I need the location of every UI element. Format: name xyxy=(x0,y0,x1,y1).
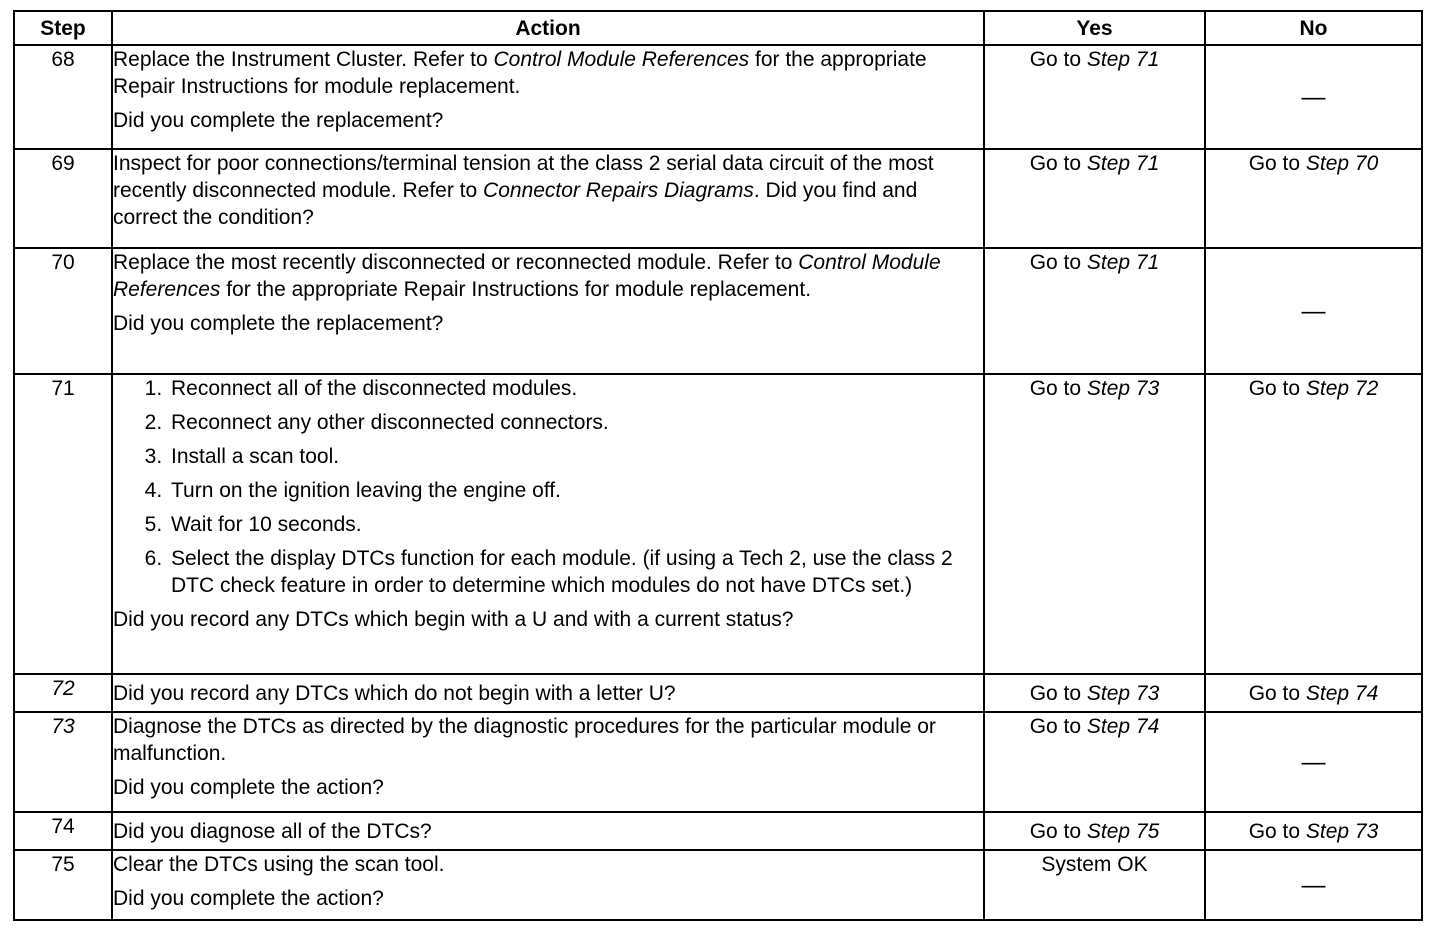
step-number: 73 xyxy=(14,712,112,812)
no-cell: — xyxy=(1205,712,1422,812)
step-reference: Step 71 xyxy=(1086,48,1160,71)
step-reference: Step 75 xyxy=(1086,819,1160,843)
no-cell: Go to Step 72 xyxy=(1205,374,1422,674)
step-reference: Step 73 xyxy=(1086,681,1160,705)
step-reference: Step 73 xyxy=(1086,377,1160,400)
header-yes: Yes xyxy=(984,11,1205,45)
yes-cell: Go to Step 71 xyxy=(984,45,1205,149)
table-row xyxy=(14,149,1422,248)
table-row xyxy=(14,674,1422,712)
reference-link: Control Module References xyxy=(493,48,750,71)
yes-cell: Go to Step 75 xyxy=(984,812,1205,850)
action-cell xyxy=(112,149,984,248)
action-question: Did you complete the action? xyxy=(113,776,384,799)
action-question: Did you record any DTCs which do not begin with a letter U? xyxy=(112,674,984,712)
header-row xyxy=(14,11,1422,45)
step-number: 68 xyxy=(14,45,112,149)
step-reference: Step 71 xyxy=(1086,152,1160,175)
reference-link: Control Module References xyxy=(113,251,941,301)
table-row xyxy=(14,850,1422,920)
header-action: Action xyxy=(112,11,984,45)
action-text: Inspect for poor connections/terminal tension at the class 2 serial data circuit of the most recently disconnected module. Refer to Connector Repairs Diagrams. Did you find and correct the condition? xyxy=(113,152,934,229)
no-cell: — xyxy=(1205,850,1422,920)
step-number: 69 xyxy=(14,149,112,248)
yes-cell: Go to Step 71 xyxy=(984,248,1205,374)
diagnostic-table xyxy=(13,10,1423,921)
yes-cell: System OK xyxy=(984,850,1205,920)
step-number: 75 xyxy=(14,850,112,920)
no-cell: Go to Step 74 xyxy=(1205,674,1422,712)
action-question: Did you diagnose all of the DTCs? xyxy=(112,812,984,850)
action-cell xyxy=(112,374,984,674)
header-step: Step xyxy=(14,11,112,45)
no-cell: — xyxy=(1205,45,1422,149)
header-no: No xyxy=(1205,11,1422,45)
action-cell xyxy=(112,712,984,812)
list-item: 6. Select the display DTCs function for each module. (if using a Tech 2, use the class 2 DTC check feature in order to determine which modules do not have DTCs set.) xyxy=(168,545,983,599)
reference-link: Connector Repairs Diagrams xyxy=(483,179,754,202)
yes-cell: Go to Step 73 xyxy=(984,374,1205,674)
yes-cell: Go to Step 73 xyxy=(984,674,1205,712)
step-number: 74 xyxy=(14,812,112,850)
list-item: 1. Reconnect all of the disconnected modules. xyxy=(168,375,983,402)
action-question: Did you record any DTCs which begin with a U and with a current status? xyxy=(113,608,794,631)
step-reference: Step 72 xyxy=(1305,377,1379,400)
step-number: 70 xyxy=(14,248,112,374)
action-text: Replace the Instrument Cluster. Refer to Control Module References for the appropriate Repair Instructions for module replacement. xyxy=(113,48,927,98)
action-question: Did you complete the action? xyxy=(113,887,384,910)
action-cell xyxy=(112,45,984,149)
table-row xyxy=(14,812,1422,850)
no-cell: Go to Step 70 xyxy=(1205,149,1422,248)
yes-cell: Go to Step 71 xyxy=(984,149,1205,248)
step-reference: Step 74 xyxy=(1086,715,1160,738)
action-text: Diagnose the DTCs as directed by the diagnostic procedures for the particular module or malfunction. xyxy=(113,715,936,765)
table-row xyxy=(14,374,1422,674)
no-cell: Go to Step 73 xyxy=(1205,812,1422,850)
step-reference: Step 74 xyxy=(1305,681,1379,705)
step-number: 71 xyxy=(14,374,112,674)
procedure-list xyxy=(113,375,983,599)
step-reference: Step 73 xyxy=(1305,819,1379,843)
action-text: Replace the most recently disconnected or reconnected module. Refer to Control Module References for the appropriate Repair Instructions for module replacement. xyxy=(113,251,941,301)
list-item: 4. Turn on the ignition leaving the engine off. xyxy=(168,477,983,504)
action-text: Clear the DTCs using the scan tool. xyxy=(113,853,445,876)
step-number: 72 xyxy=(14,674,112,712)
yes-cell: Go to Step 74 xyxy=(984,712,1205,812)
action-question: Did you complete the replacement? xyxy=(113,312,444,335)
step-reference: Step 71 xyxy=(1086,251,1160,274)
table-row xyxy=(14,248,1422,374)
table-row xyxy=(14,712,1422,812)
table-row xyxy=(14,45,1422,149)
no-cell: — xyxy=(1205,248,1422,374)
list-item: 3. Install a scan tool. xyxy=(168,443,983,470)
list-item: 5. Wait for 10 seconds. xyxy=(168,511,983,538)
action-cell xyxy=(112,248,984,374)
list-item: 2. Reconnect any other disconnected connectors. xyxy=(168,409,983,436)
action-cell xyxy=(112,850,984,920)
action-question: Did you complete the replacement? xyxy=(113,109,444,132)
step-reference: Step 70 xyxy=(1305,152,1379,175)
